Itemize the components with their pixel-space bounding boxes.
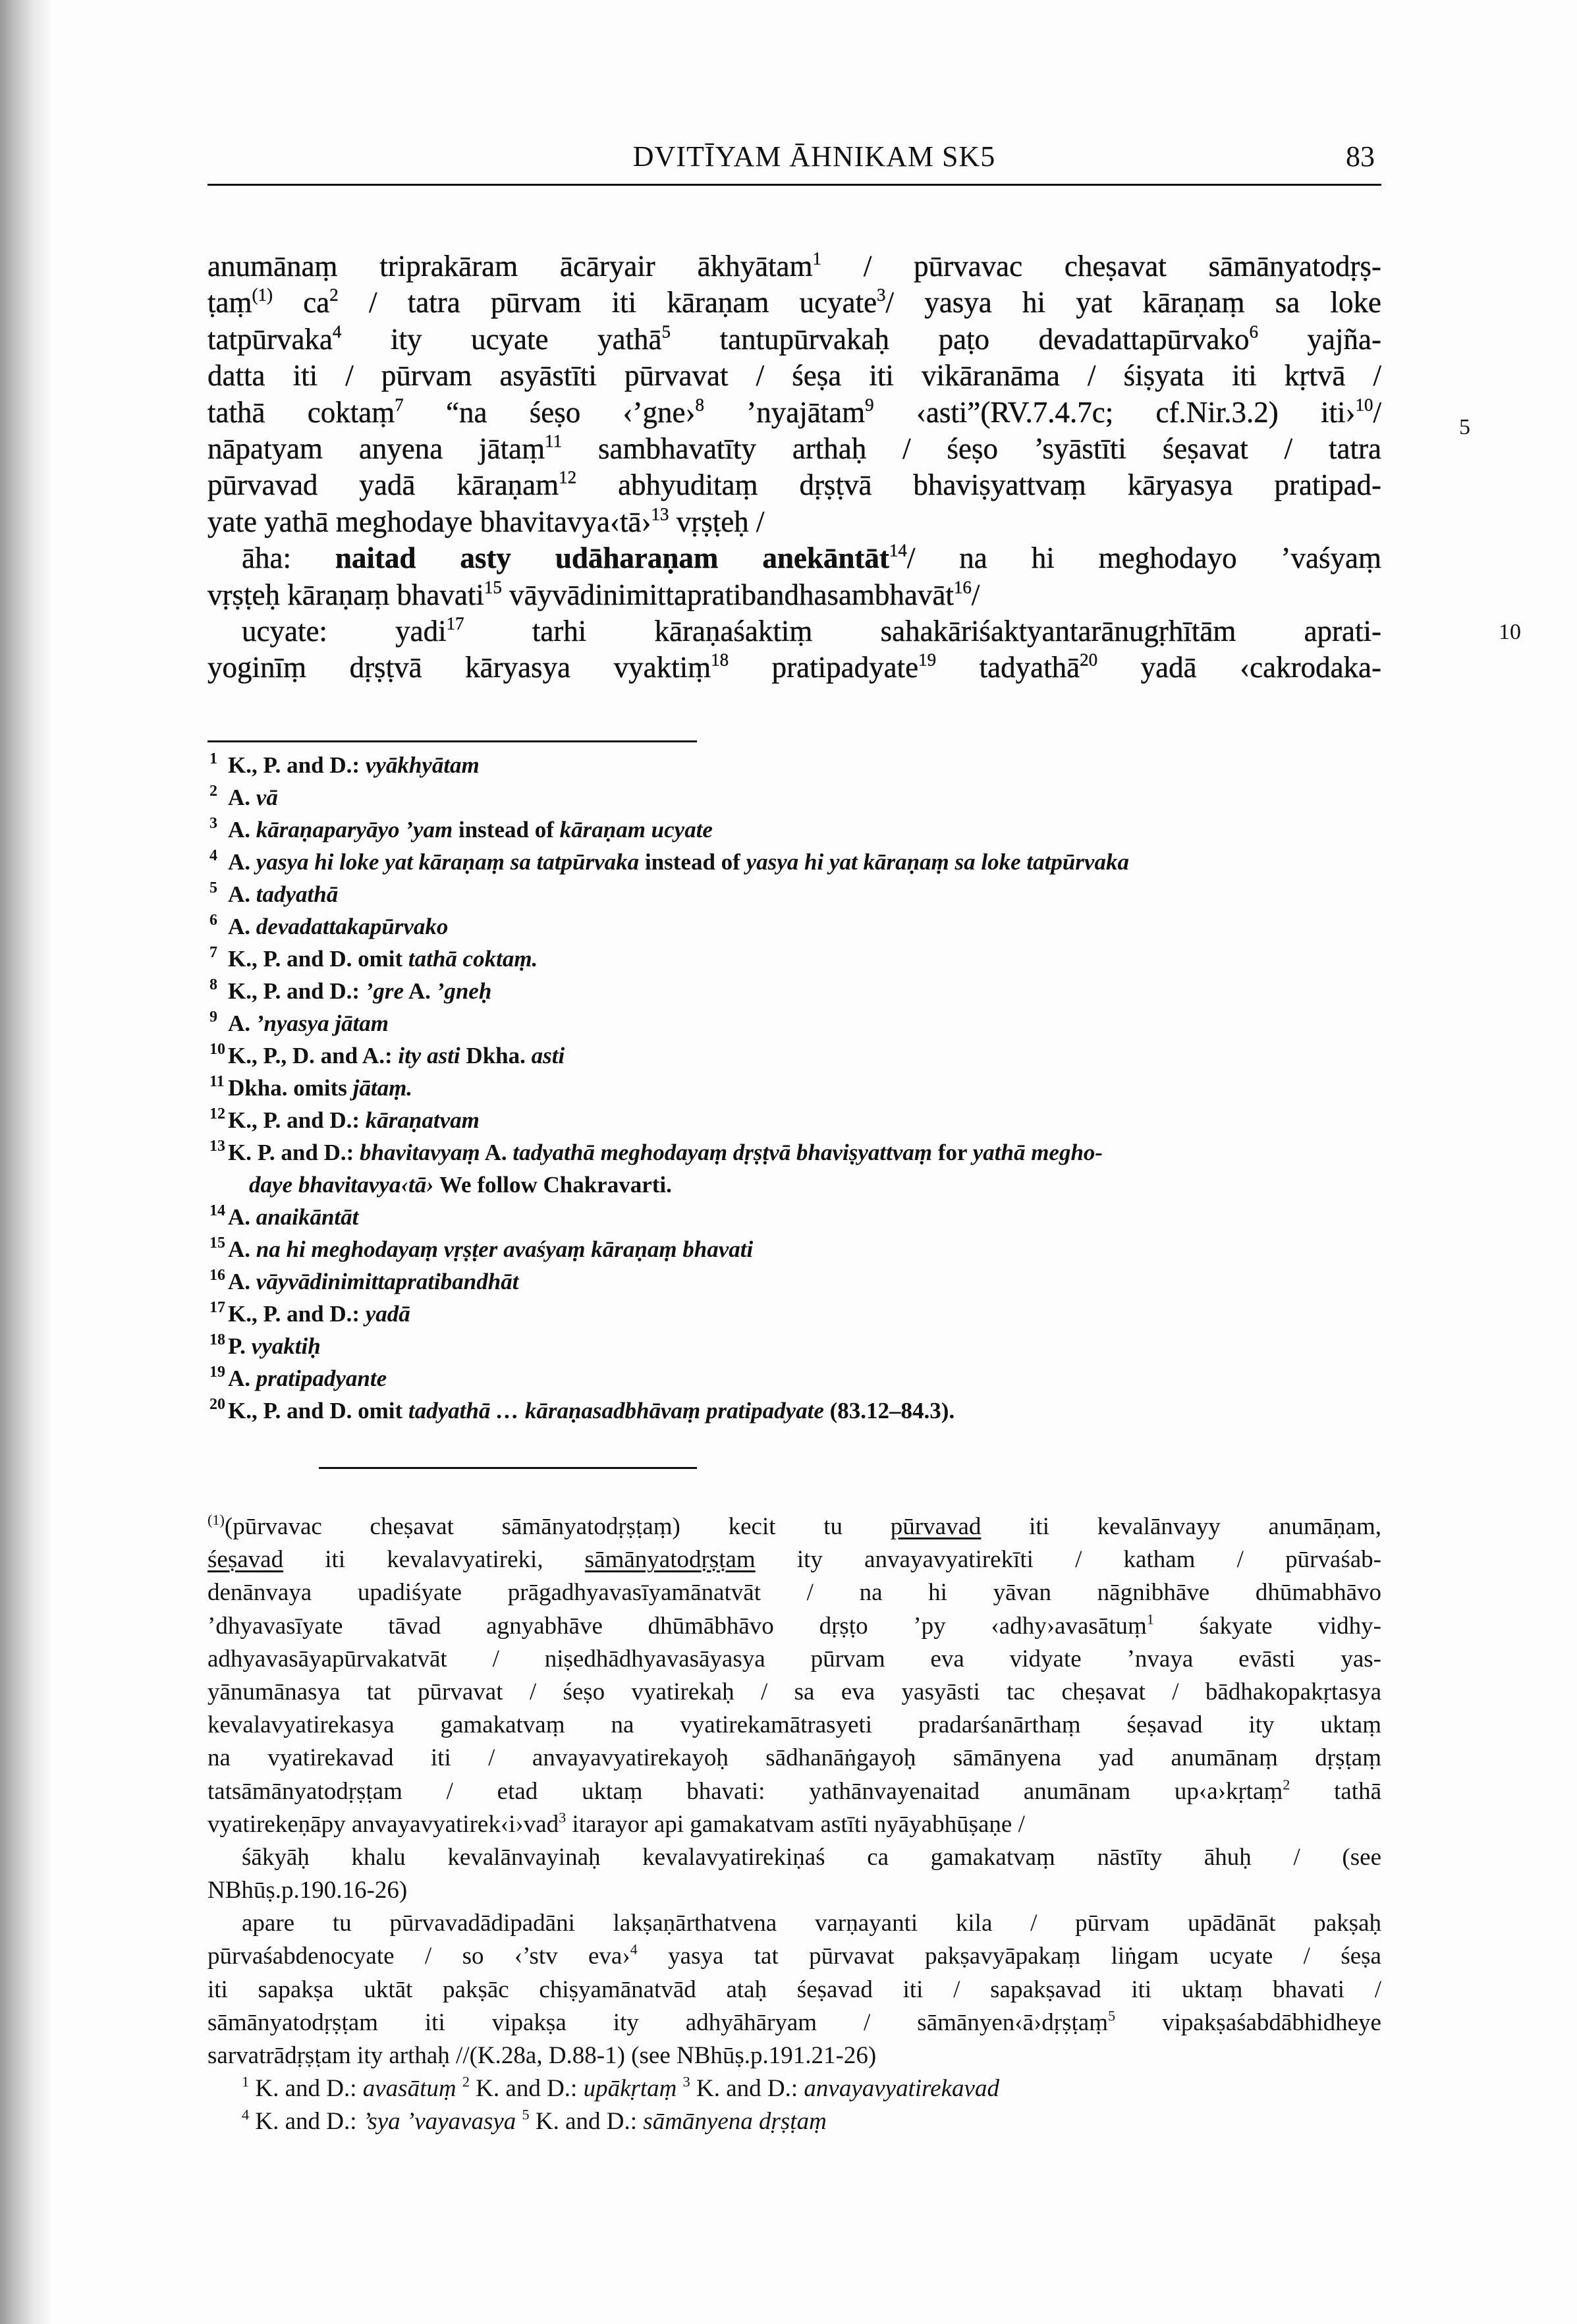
commentary-line xyxy=(208,1676,1381,1709)
commentary-line-text: denānvaya upadiśyate prāgadhyavasīyamānatvāt / na hi yāvan nāgnibhāve dhūmabhāvo xyxy=(208,1579,1381,1607)
commentary-line-text: K. and D.: xyxy=(529,2108,644,2136)
note-reference: 1 xyxy=(812,248,822,269)
italic-reading: kāraṇatvam xyxy=(365,1107,480,1133)
main-text-line-text: datta iti / pūrvam asyāstīti pūrvavat / śeṣa iti vikāranāma / śiṣyata iti kṛtvā / xyxy=(208,359,1381,393)
commentary-line-text: sāmānyatodṛṣṭam iti vipakṣa ity adhyāhāryam / sāmānyen‹ā›dṛṣṭaṃ xyxy=(208,2008,1109,2036)
italic-reading: ’gre xyxy=(365,978,404,1004)
footnote-number: 17 xyxy=(209,1299,225,1316)
main-text-line xyxy=(208,285,1381,321)
underlined-term: śeṣavad xyxy=(208,1546,284,1574)
footnote xyxy=(209,1395,1383,1427)
commentary-line-text: sarvatrādṛṣṭam ity arthaḥ //(K.28a, D.88-1) (see NBhūṣ.p.191.21-26) xyxy=(208,2042,877,2069)
commentary-line-text: pūrvaśabdenocyate / so ‹’stv eva› xyxy=(208,1943,630,1970)
note-reference: 1 xyxy=(1146,1611,1154,1628)
footnote-text: K. P. and D.: xyxy=(228,1140,360,1165)
main-text-line xyxy=(208,395,1381,431)
main-text-line xyxy=(208,650,1381,686)
commentary-line xyxy=(208,1775,1381,1808)
footnote xyxy=(209,1039,1383,1072)
footnote-number: 16 xyxy=(209,1267,225,1284)
note-reference: 9 xyxy=(865,395,874,415)
commentary-line xyxy=(208,1643,1381,1676)
note-reference: 1 xyxy=(242,2073,250,2090)
footnote-number: 8 xyxy=(209,976,217,993)
main-text-line-text: ity ucyate yathā xyxy=(341,322,662,356)
main-text-line xyxy=(208,431,1381,467)
footnote-number: 14 xyxy=(209,1202,225,1219)
footnote-text: K., P. and D. omit xyxy=(228,1398,408,1424)
note-reference: 20 xyxy=(1080,650,1098,670)
footnote-text: A. xyxy=(404,978,437,1004)
footnote-text: A. xyxy=(228,849,256,875)
footnote-number: 6 xyxy=(209,912,217,929)
italic-reading: pratipadyante xyxy=(256,1366,387,1391)
commentary-notes xyxy=(208,1510,1381,2139)
footnote xyxy=(209,878,1383,910)
footnote-number: 20 xyxy=(209,1396,225,1413)
footnote-text: A. xyxy=(228,1269,256,1294)
footnote-text: for xyxy=(932,1140,973,1165)
footnote-text: A. xyxy=(228,785,256,810)
note-reference: 8 xyxy=(695,395,704,415)
footnote-text: A. xyxy=(228,1366,256,1391)
footnote xyxy=(209,1362,1383,1395)
note-reference: 3 xyxy=(559,1809,567,1826)
commentary-line-text xyxy=(516,2108,522,2135)
commentary-line-text: K. and D.: xyxy=(249,2108,363,2136)
italic-reading: devadattakapūrvako xyxy=(256,914,449,939)
main-text-line-text: / pūrvavac cheṣavat sāmānyatodṛṣ- xyxy=(821,250,1381,283)
underlined-term: pūrvavad xyxy=(890,1513,982,1540)
italic-reading: tadyathā meghodayaṃ dṛṣṭvā bhaviṣyattvaṃ xyxy=(512,1140,933,1165)
footnote-text: A. xyxy=(228,914,256,939)
italic-reading: avasātuṃ xyxy=(362,2075,456,2103)
main-text-line-text: / na hi meghodayo ’vaśyaṃ xyxy=(906,541,1381,575)
main-text-line-text: āha: xyxy=(242,541,335,575)
main-text-line-text: pūrvavad yadā kāraṇam xyxy=(208,468,559,502)
italic-reading: anvayavyatirekavad xyxy=(804,2075,999,2103)
footnote-text: A. xyxy=(228,817,256,843)
footnote-number: 11 xyxy=(209,1073,225,1090)
running-head-title: DVITĪYAM ĀHNIKAM SK5 xyxy=(632,140,996,173)
footnote xyxy=(209,943,1383,975)
footnote-number: 10 xyxy=(209,1041,225,1058)
commentary-line-text: ’dhyavasīyate tāvad agnyabhāve dhūmābhāvo dṛṣṭo ’py ‹adhy›avasātuṃ xyxy=(208,1612,1147,1640)
note-reference: 2 xyxy=(329,285,339,305)
italic-reading: kāraṇaparyāyo ’yam xyxy=(256,817,453,843)
note-reference: 18 xyxy=(711,650,729,670)
italic-reading: kāraṇam ucyate xyxy=(559,817,713,843)
main-text-line-text: “na śeṣo ‹’gne› xyxy=(403,395,696,429)
footnote-text: Dkha. omits xyxy=(228,1075,353,1101)
note-reference: 2 xyxy=(1283,1776,1290,1793)
main-text-line-text: yajña- xyxy=(1258,322,1381,356)
main-text-line-text: tantupūrvakaḥ paṭo devadattapūrvako xyxy=(671,322,1250,356)
commentary-line-text: yānumānasya tat pūrvavat / śeṣo vyatirekaḥ / sa eva yasyāsti tac cheṣavat / bādhakopakṛtasya xyxy=(208,1678,1381,1705)
commentary-line-text: śakyate vidhy- xyxy=(1153,1612,1381,1640)
main-text-line-text: yadā ‹cakrodaka- xyxy=(1097,651,1381,684)
note-reference: 4 xyxy=(332,321,342,342)
note-reference: 2 xyxy=(462,2073,470,2090)
commentary-line xyxy=(208,2072,1381,2105)
commentary-line-text: ity anvayavyatirekīti / katham / pūrvaśab- xyxy=(755,1546,1381,1574)
main-text-line-text: tadyathā xyxy=(936,651,1080,684)
main-text-line-text: / xyxy=(971,578,980,611)
footnote-number: 9 xyxy=(209,1009,217,1026)
italic-reading: ity asti xyxy=(398,1043,460,1068)
main-text-line-text: abhyuditaṃ dṛṣṭvā bhaviṣyattvaṃ kāryasya pratipad- xyxy=(576,468,1381,502)
footnote xyxy=(209,781,1383,814)
main-text-line-text: pratipadyate xyxy=(729,651,919,684)
footnote-number: 15 xyxy=(209,1234,225,1252)
main-text-line-text: vṛṣṭeḥ kāraṇaṃ bhavati xyxy=(208,578,484,611)
footnote xyxy=(209,1007,1383,1039)
footnote-number: 12 xyxy=(209,1105,225,1122)
footnote xyxy=(209,975,1383,1007)
scan-edge-shadow xyxy=(0,0,53,2324)
commentary-line xyxy=(208,1974,1381,2006)
italic-reading: tadyathā … kāraṇasadbhāvaṃ pratipadyate xyxy=(408,1398,824,1424)
footnote-text: instead of xyxy=(453,817,560,843)
main-text-line-text: tarhi kāraṇaśaktiṃ sahakāriśaktyantarānugṛhītām aprati- xyxy=(464,614,1381,648)
footnote-number: 1 xyxy=(209,750,217,767)
note-reference: 11 xyxy=(545,431,563,451)
note-reference: 4 xyxy=(242,2106,250,2123)
footnote-text: A. xyxy=(228,881,256,907)
footnote xyxy=(209,1169,1383,1201)
main-text-line-text: / yasya hi yat kāraṇaṃ sa loke xyxy=(885,286,1381,319)
commentary-line-text: iti kevalavyatireki, xyxy=(283,1546,585,1574)
commentary-line-text xyxy=(456,2075,462,2102)
footnote xyxy=(209,1330,1383,1362)
commentary-line xyxy=(208,1510,1381,1543)
main-text-line-text: yate yathā meghodaye bhavitavya‹tā› xyxy=(208,505,651,538)
footnote xyxy=(209,846,1383,878)
footnote-number: 18 xyxy=(209,1331,225,1348)
commentary-line-text: K. and D.: xyxy=(469,2075,584,2103)
note-reference: 6 xyxy=(1249,321,1258,342)
italic-reading: na hi meghodayaṃ vṛṣṭer avaśyaṃ kāraṇaṃ bhavati xyxy=(256,1236,754,1262)
main-text-line xyxy=(208,577,1381,613)
note-reference: 5 xyxy=(1108,2007,1116,2024)
italic-reading: sāmānyena dṛṣṭaṃ xyxy=(643,2108,827,2136)
footnote-text: We follow Chakravarti. xyxy=(433,1172,672,1198)
header-rule xyxy=(208,184,1381,186)
commentary-line xyxy=(208,1543,1381,1576)
footnote xyxy=(209,1298,1383,1330)
note-reference: 4 xyxy=(630,1941,638,1958)
commentary-line xyxy=(208,2105,1381,2138)
main-text-line xyxy=(208,321,1381,358)
main-text-line xyxy=(208,467,1381,503)
main-text xyxy=(208,248,1381,686)
footnote-text: A. xyxy=(228,1236,256,1262)
italic-reading: yathā megho- xyxy=(972,1140,1103,1165)
italic-reading: yasya hi loke yat kāraṇaṃ sa tatpūrvaka xyxy=(256,849,640,875)
footnote-number: 19 xyxy=(209,1364,225,1381)
italic-reading: vyākhyātam xyxy=(365,752,480,778)
main-text-line-text: nāpatyam anyena jātaṃ xyxy=(208,431,545,465)
commentary-line-text: vipakṣaśabdābhidheye xyxy=(1115,2008,1381,2036)
footnote xyxy=(209,1201,1383,1233)
italic-reading: vāyvādinimittapratibandhāt xyxy=(256,1269,519,1294)
commentary-line-text: NBhūṣ.p.190.16-26) xyxy=(208,1877,408,1904)
footnote-text: (83.12–84.3). xyxy=(823,1398,955,1424)
main-text-line-text: tathā coktaṃ xyxy=(208,395,395,429)
footnote xyxy=(209,1104,1383,1136)
footnote xyxy=(209,814,1383,846)
footnote xyxy=(209,910,1383,943)
footnote-number: 2 xyxy=(209,783,217,800)
italic-reading: daye bhavitavya‹tā› xyxy=(249,1172,434,1198)
critical-apparatus-footnotes xyxy=(209,749,1383,1427)
line-number-10: 10 xyxy=(1499,620,1521,644)
commentary-rule xyxy=(319,1467,697,1469)
italic-reading: asti xyxy=(531,1043,565,1068)
bold-phrase: naitad asty udāharaṇam anekāntāt xyxy=(335,541,889,575)
footnote-text: Dkha. xyxy=(460,1043,532,1068)
note-reference: 12 xyxy=(559,467,577,487)
underlined-term: sāmānyatodṛṣṭam xyxy=(584,1546,756,1574)
footnote xyxy=(209,1136,1383,1169)
footnote xyxy=(209,1233,1383,1265)
note-reference: (1) xyxy=(252,285,273,305)
running-head xyxy=(208,140,1381,179)
note-reference: 16 xyxy=(953,576,972,597)
page-number: 83 xyxy=(1346,140,1375,173)
note-reference: 5 xyxy=(522,2106,530,2123)
italic-reading: ’gneḥ xyxy=(436,978,492,1004)
main-text-line-text: / xyxy=(1373,395,1381,429)
note-reference: 3 xyxy=(877,285,886,305)
commentary-line-text: kevalavyatirekasya gamakatvaṃ na vyatirekamātrasyeti pradarśanārthaṃ śeṣavad ity uktaṃ xyxy=(208,1711,1381,1739)
commentary-line-text: na vyatirekavad iti / anvayavyatirekayoḥ sādhanāṅgayoḥ sāmānyena yad anumānaṃ dṛṣṭaṃ xyxy=(208,1744,1381,1772)
italic-reading: anaikāntāt xyxy=(256,1204,359,1230)
note-reference: (1) xyxy=(208,1511,225,1528)
note-reference: 13 xyxy=(651,504,669,524)
note-reference: 7 xyxy=(395,395,404,415)
main-text-line xyxy=(208,248,1381,285)
commentary-line-text: apare tu pūrvavadādipadāni lakṣaṇārthatvena varṇayanti kila / pūrvam upādānāt pakṣaḥ xyxy=(242,1910,1381,1937)
commentary-line xyxy=(208,1940,1381,1973)
footnote xyxy=(209,1265,1383,1298)
main-text-line xyxy=(208,540,1381,576)
italic-reading: yasya hi yat kāraṇaṃ sa loke tatpūrvaka xyxy=(746,849,1129,875)
main-text-line xyxy=(208,613,1381,650)
commentary-line-text: śākyāḥ khalu kevalānvayinaḥ kevalavyatirekiṇaś ca gamakatvaṃ nāstīty āhuḥ / (see xyxy=(242,1843,1381,1871)
italic-reading: vā xyxy=(256,785,278,810)
footnote-number: 13 xyxy=(209,1138,225,1155)
note-reference: 15 xyxy=(484,576,502,597)
main-text-line-text: sambhavatīty arthaḥ / śeṣo ’syāstīti śeṣavat / tatra xyxy=(562,431,1381,465)
commentary-line-text: yasya tat pūrvavat pakṣavyāpakaṃ liṅgam ucyate / śeṣa xyxy=(637,1943,1381,1970)
note-reference: 17 xyxy=(446,613,464,634)
note-reference: 5 xyxy=(661,321,671,342)
line-number-5: 5 xyxy=(1459,415,1470,439)
commentary-line-text: iti kevalānvayy anumāṇam, xyxy=(981,1513,1381,1540)
italic-reading: jātaṃ. xyxy=(352,1075,413,1101)
italic-reading: ’nyasya jātam xyxy=(256,1010,389,1036)
commentary-line xyxy=(208,1610,1381,1643)
main-text-line-text: tatpūrvaka xyxy=(208,322,333,356)
main-text-line-text: vṛṣṭeḥ / xyxy=(669,505,765,538)
commentary-line xyxy=(208,1841,1381,1874)
main-text-line-text: yoginīṃ dṛṣṭvā kāryasya vyaktiṃ xyxy=(208,651,711,684)
commentary-line-text: vyatirekeṇāpy anvayavyatirek‹i›vad xyxy=(208,1810,559,1838)
note-reference: 19 xyxy=(918,650,937,670)
italic-reading: vyaktiḥ xyxy=(251,1333,321,1359)
footnote-rule xyxy=(208,740,697,742)
footnote-text: A. xyxy=(228,1010,256,1036)
footnote-number: 7 xyxy=(209,944,217,961)
main-text-line-text: ‹asti”(RV.7.4.7c; cf.Nir.3.2) iti› xyxy=(873,395,1356,429)
commentary-line xyxy=(208,1576,1381,1609)
italic-reading: tadyathā xyxy=(256,881,339,907)
commentary-line-text: tatsāmānyatodṛṣṭam / etad uktaṃ bhavati: yathānvayenaitad anumānam up‹a›kṛtaṃ xyxy=(208,1777,1283,1805)
note-reference: 14 xyxy=(889,540,907,561)
italic-reading: ’sya ’vayavasya xyxy=(362,2108,516,2136)
main-text-line xyxy=(208,504,1381,540)
commentary-line-text: iti sapakṣa uktāt pakṣāc chiṣyamānatvād ataḥ śeṣavad iti / sapakṣavad iti uktaṃ bhavati / xyxy=(208,1976,1381,2003)
commentary-line xyxy=(208,1874,1381,1907)
note-reference: 10 xyxy=(1355,395,1373,415)
commentary-line xyxy=(208,2006,1381,2039)
note-reference: 3 xyxy=(682,2073,690,2090)
commentary-line-text: K. and D.: xyxy=(690,2075,804,2103)
commentary-line xyxy=(208,2039,1381,2072)
main-text-line-text: ’nyajātam xyxy=(704,395,866,429)
commentary-line xyxy=(208,1808,1381,1841)
commentary-line-text xyxy=(677,2075,682,2102)
main-text-line-text: ṭaṃ xyxy=(208,286,252,319)
footnote-text: K., P. and D.: xyxy=(228,1301,366,1327)
footnote xyxy=(209,749,1383,781)
commentary-line xyxy=(208,1742,1381,1775)
italic-reading: tathā coktaṃ. xyxy=(408,946,538,972)
footnote xyxy=(209,1072,1383,1104)
italic-reading: yadā xyxy=(365,1301,410,1327)
main-text-line-text: ucyate: yadi xyxy=(242,614,447,648)
commentary-line xyxy=(208,1709,1381,1742)
footnote-text: A. xyxy=(228,1204,256,1230)
commentary-line-text: adhyavasāyapūrvakatvāt / niṣedhādhyavasāyasya pūrvam eva vidyate ’nvaya evāsti yas- xyxy=(208,1645,1381,1673)
footnote-text: P. xyxy=(228,1333,252,1359)
main-text-line-text: vāyvādinimittapratibandhasambhavāt xyxy=(501,578,954,611)
footnote-text: K., P. and D.: xyxy=(228,1107,366,1133)
commentary-line xyxy=(208,1907,1381,1940)
footnote-text: K., P. and D.: xyxy=(228,752,366,778)
main-text-line xyxy=(208,358,1381,394)
commentary-line-text: tathā xyxy=(1290,1777,1381,1805)
footnote-text: A. xyxy=(480,1140,513,1165)
footnote-text: instead of xyxy=(639,849,746,875)
main-text-line-text: anumānaṃ triprakāram ācāryair ākhyātam xyxy=(208,250,813,283)
footnote-number: 3 xyxy=(209,815,217,832)
main-text-line-text: / tatra pūrvam iti kāraṇam ucyate xyxy=(338,286,877,319)
commentary-line-text: (pūrvavac cheṣavat sāmānyatodṛṣṭaṃ) kecit tu xyxy=(224,1513,891,1540)
footnote-text: K., P. and D. omit xyxy=(228,946,408,972)
italic-reading: upākṛtaṃ xyxy=(583,2075,677,2103)
footnote-text: K., P., D. and A.: xyxy=(228,1043,399,1068)
main-text-line-text: ca xyxy=(272,286,330,319)
footnote-text: K., P. and D.: xyxy=(228,978,366,1004)
footnote-number: 4 xyxy=(209,847,217,864)
italic-reading: bhavitavyaṃ xyxy=(360,1140,480,1165)
commentary-line-text: K. and D.: xyxy=(249,2075,363,2103)
footnote-number: 5 xyxy=(209,879,217,897)
commentary-line-text: itarayor api gamakatvam astīti nyāyabhūṣaṇe / xyxy=(566,1810,1025,1838)
